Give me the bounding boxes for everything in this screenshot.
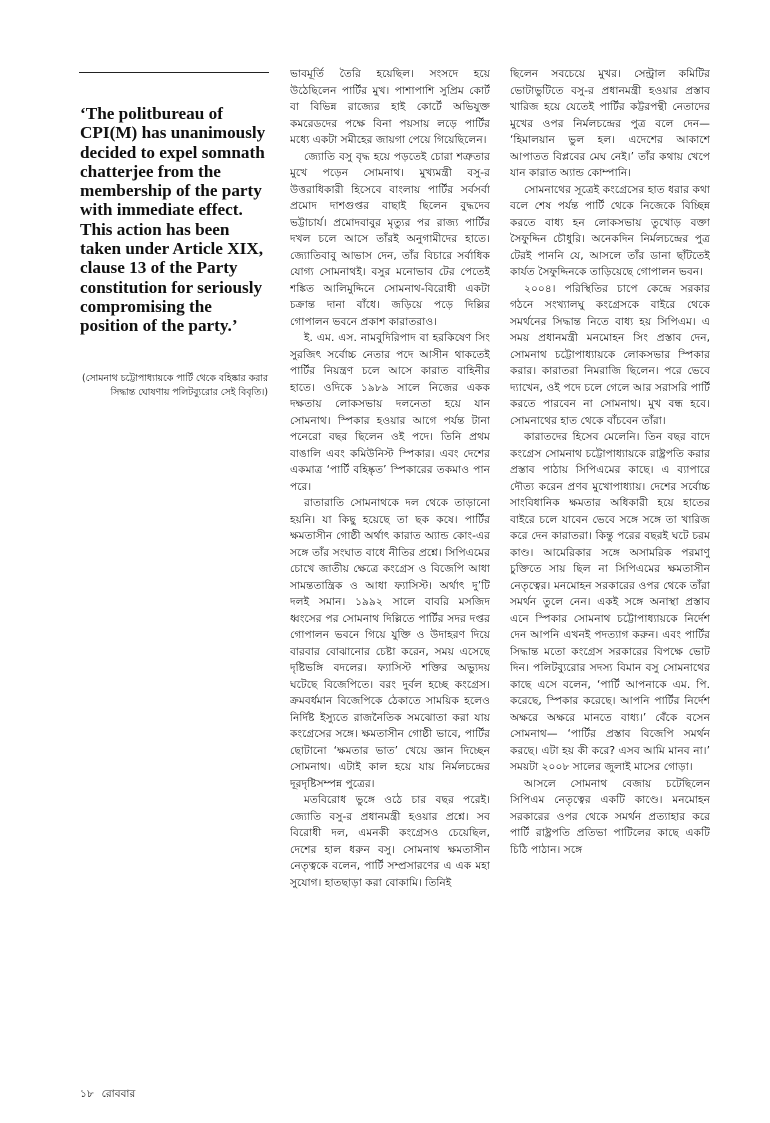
pull-quote: ‘The politbureau of CPI(M) has unanimously decided to expel somnath chatterjee from the membership of the party with immediate effect. This action has been taken under Article XIX, clause 13 of the Party constitution for seriously compromising the position of the party.’ xyxy=(80,104,266,336)
paragraph: ছিলেন সবচেয়ে মুখর। সেন্ট্রাল কমিটির ভোটাভুটিতে বসু-র প্রধানমন্ত্রী হওয়ার প্রস্তাব খারিজ হয়ে যেতেই পার্টির কট্টরপন্থী নেতাদের মুখের ওপর নির্মলচন্দ্রের পুত্র বলে দেন— ‘হিমালয়ান ভুল হল। এদেশের আকাশে আপাতত বিপ্লবের মেঘ নেই।’ তাঁর কথায় খেপে যান কারাত অ্যান্ড কোম্পানি। xyxy=(510,67,710,179)
paragraph: সোমনাথের সূত্রেই কংগ্রেসের হাত ধরার কথা বলে শেষ পর্যন্ত পার্টি থেকে নিজেকে বিচ্ছিন্ন করতে বাধ্য হন লোকসভায় তুখোড় বক্তা সৈফুদ্দিন চৌধুরি। অনেকদিন নির্মলচন্দ্রের পুত্র টেরই পাননি যে, আসলে তাঁর ডানা ছাঁটতেই কার্যত সৈফুদ্দিনকে তাড়িয়েছে গোপালন ভবন। xyxy=(510,182,710,278)
paragraph: মতবিরোধ ভুঙ্গে ওঠে চার বছর পরেই। জ্যোতি বসু-র প্রধানমন্ত্রী হওয়ার প্রশ্নে। সব বিরোধী দল, এমনকী কংগ্রেসও চেয়েছিল, দেশের হাল ধরুন বসু। সোমনাথ ক্ষমতাসীন নেতৃত্বকে বলেন, পার্টি সম্প্রসারণের এ এক মহা সুযোগ। হাতছাড়া করা বোকামি। তিনিই xyxy=(290,793,490,889)
page-number: ১৮ xyxy=(80,1088,94,1100)
paragraph: রাতারাতি সোমনাথকে দল থেকে তাড়ানো হয়নি। যা কিছু হয়েছে তা ছক কষে। পার্টির ক্ষমতাসীন গোষ্ঠী অর্থাৎ কারাত অ্যান্ড কোং-এর সঙ্গে তাঁর সংঘাত বাধে নীতির প্রশ্নে। সিপিএমের চোখে জাতীয় ক্ষেত্রে কংগ্রেস ও বিজেপি আধা সামন্ততান্ত্রিক ও আধা ফ্যাসিস্ট। অর্থাৎ দু’টি দলই সমান। ১৯৯২ সালে বাবরি মসজিদ ধ্বংসের পর সোমনাথ দিল্লিতে পার্টির সদর দপ্তর গোপালন ভবনে গিয়ে যুক্তি ও উদাহরণ দিয়ে বারবার বোঝানোর চেষ্টা করেন, সময় এসেছে দৃষ্টিভঙ্গি বদলের। ফ্যাসিস্ট শক্তির অভ্যুদয় ঘটেছে বিজেপিতে। বরং দুর্বল হচ্ছে কংগ্রেস। ক্রমবর্ধমান বিজেপিকে ঠেকাতে সাময়িক হলেও নির্দিষ্ট ইস্যুতে রাজনৈতিক সমঝোতা করা যায় কংগ্রেসের সঙ্গে। ক্ষমতাসীন গোষ্ঠী ভাবে, পার্টির ছোটানো ‘ক্ষমতার ভাত’ খেয়ে জ্ঞান দিচ্ছেন সোমনাথ। এটাই কাল হয়ে যায় নির্মলচন্দ্রের দূরদৃষ্টিসম্পন্ন পুত্রের। xyxy=(290,496,490,790)
page-footer xyxy=(80,1087,135,1104)
paragraph: কারাতদের হিসেব মেলেনি। তিন বছর বাদে কংগ্রেস সোমনাথ চট্টোপাধ্যায়কে রাষ্ট্রপতি করার প্রস্তাব পাঠায় সিপিএমের কাছে। এ ব্যাপারে দৌত্য করেন প্রণব মুখোপাধ্যায়। দেশের সর্বোচ্চ সাংবিধানিক ক্ষমতার অধিকারী হয়ে হাতের বাইরে চলে যাবেন ভেবে সঙ্গে সঙ্গে তা খারিজ করে দেন কারাতরা। কিন্তু পরের বছরই ঘটে চরম কাণ্ড। আমেরিকার সঙ্গে অসামরিক পরমাণু চুক্তিতে সায় ছিল না সিপিএমের ক্ষমতাসীন নেতৃত্বের। মনমোহন সরকারের ওপর থেকে তাঁরা সমর্থন তুলে নেন। একই সঙ্গে অনাস্থা প্রস্তাব এনে স্পিকার সোমনাথ চট্টোপাধ্যায়কে নির্দেশ দেন আপনি এখনই পদত্যাগ করুন। এবং পার্টির সিদ্ধান্ত মতো কংগ্রেস সরকারের বিপক্ষে ভোট দিন। পলিটব্যুরোর সদস্য বিমান বসু সোমনাথের কাছে এসে বলেন, ‘পার্টি আপনাকে এম. পি. করেছে, স্পিকার করেছে। আপনি পার্টির নির্দেশ অক্ষরে অক্ষরে মানতে বাধ্য।’ বেঁকে বসেন সোমনাথ— ‘পার্টির প্রস্তাব বিজেপি সমর্থন করছে। এটা হয় কী করে? এসব আমি মানব না।’ সময়টা ২০০৮ সালের জুলাই মাসের গোড়া। xyxy=(510,430,710,773)
paragraph: ই. এম. এস. নামবুদিরিপাদ বা হরকিষেণ সিং সুরজিৎ সর্বোচ্চ নেতার পদে আসীন থাকতেই পার্টির নিয়ন্ত্রণ চলে আসে কারাত বাহিনীর হাতে। ওদিকে ১৯৮৯ সালে নিজের একক দক্ষতায় লোকসভায় দলনেতা হয়ে যান সোমনাথ। স্পিকার হওয়ার আগে পর্যন্ত টানা পনেরো বছর ছিলেন ওই পদে। তিনি প্রথম বাঙালি এবং কমিউনিস্ট স্পিকার। এবং দেশের একমাত্র ‘পার্টি বহিষ্কৃত’ স্পিকারের তকমাও পান পরে। xyxy=(290,331,490,493)
paragraph: আসলে সোমনাথ বেজায় চটেছিলেন সিপিএম নেতৃত্বের একটি কাণ্ডে। মনমোহন সরকারের ওপর থেকে সমর্থন প্রত্যাহার করে পার্টি রাষ্ট্রপতি প্রতিভা পাটিলের কাছে একটি চিঠি পাঠান। সঙ্গে xyxy=(510,776,710,856)
paragraph: জ্যোতি বসু বৃদ্ধ হয়ে পড়তেই চোরা শত্রুতার মুখে পড়েন সোমনাথ। মুখ্যমন্ত্রী বসু-র উত্তরাধিকারী হিসেবে বাংলায় পার্টির সর্বসর্বা প্রমোদ দাশগুপ্তর বাছাই ছিলেন বুদ্ধদেব ভট্টাচার্য। প্রমোদবাবুর মৃত্যুর পর রাজ্য পার্টির দখল চলে আসে তাঁরই অনুগামীদের হাতে। জ্যোতিবাবু আভাস দেন, তাঁর বিচারে সর্বাধিক যোগ্য সোমনাথই। বসুর মনোভাব টের পেতেই শঙ্কিত আলিমুদ্দিনে সোমনাথ-বিরোধী একটা চক্রান্ত দানা বাঁধে। জড়িয়ে পড়ে দিল্লির গোপালন ভবনে প্রকাশ কারাতরাও। xyxy=(290,149,490,328)
pull-quote-caption: (সোমনাথ চট্টোপাধ্যায়কে পার্টি থেকে বহিষ্কার করার সিদ্ধান্ত ঘোষণায় পলিটব্যুরোর সেই বিবৃতি।) xyxy=(81,373,268,398)
paragraph: ২০০৪। পরিস্থিতির চাপে কেন্দ্রে সরকার গঠনে সংখ্যালঘু কংগ্রেসকে বাইরে থেকে সমর্থনের সিদ্ধান্ত নিতে বাধ্য হয় সিপিএম। এ সময় প্রধানমন্ত্রী মনমোহন সিং প্রস্তাব দেন, সোমনাথ চট্টোপাধ্যায়কে লোকসভার স্পিকার করার। কারাতরা নিমরাজি ছিলেন। পরে ভেবে দ্যাখেন, ওই পদে চলে গেলে আর সরাসরি পার্টি করতে পারবেন না সোমনাথ। মুখ বন্ধ হবে। সোমনাথের হাত থেকে বাঁচবেন তাঁরা। xyxy=(510,281,710,427)
article-column-1 xyxy=(290,66,490,1074)
magazine-name: রোববার xyxy=(101,1088,136,1100)
article-column-2 xyxy=(510,66,710,1074)
paragraph: ভাবমূর্তি তৈরি হয়েছিল। সংসদে হয়ে উঠেছিলেন পার্টির মুখ। পাশাপাশি সুপ্রিম কোর্ট বা বিভিন্ন রাজ্যের হাই কোর্টে অভিযুক্ত কমরেডদের পক্ষে বিনা পয়সায় লড়ে পার্টির মধ্যে একটা সমীহের জায়গা পেয়ে গিয়েছিলেন। xyxy=(290,67,490,146)
pull-quote-rule xyxy=(79,72,269,73)
